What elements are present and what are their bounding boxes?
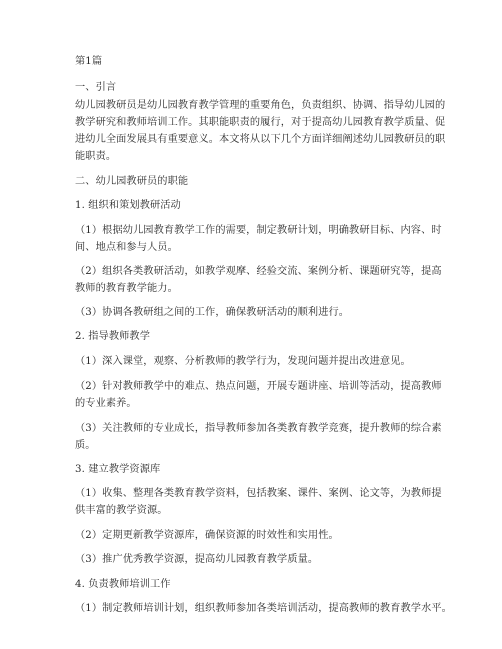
intro-line: 能职责。: [75, 151, 117, 162]
paragraph-line: （3）关注教师的专业成长，指导教师参加各类教育教学竞赛，提升教师的综合素: [75, 423, 442, 434]
subsection-title: 3. 建立教学资源库: [75, 464, 161, 475]
section-title-intro: 一、引言: [75, 82, 117, 93]
paragraph-line: （2）定期更新教学资源库，确保资源的时效性和实用性。: [75, 530, 339, 541]
intro-line: 教学研究和教师培训工作。其职能职责的履行，对于提高幼儿园教育教学质量、促: [75, 117, 446, 128]
subsection-title: 4. 负责教师培训工作: [75, 579, 171, 590]
subsection-title: 1. 组织和策划教研活动: [75, 200, 181, 211]
paragraph-line: （2）组织各类教研活动，如教学观摩、经验交流、案例分析、课题研究等，提高: [75, 266, 442, 277]
section-title-functions: 二、幼儿园教研员的职能: [75, 176, 189, 187]
intro-line: 进幼儿全面发展具有重要意义。本文将从以下几个方面详细阐述幼儿园教研员的职: [75, 134, 446, 145]
paragraph-line: 间、地点和参与人员。: [75, 242, 178, 253]
subsection-title: 2. 指导教师教学: [75, 331, 150, 342]
paragraph-line: 教师的教育教学能力。: [75, 283, 178, 294]
paragraph-line: 供丰富的教学资源。: [75, 505, 168, 516]
paragraph-line: （1）深入课堂，观察、分析教师的教学行为，发现问题并提出改进意见。: [75, 356, 411, 367]
paragraph-line: （1）制定教师培训计划，组织教师参加各类培训活动，提高教师的教育教学水平。: [75, 603, 452, 614]
paragraph-line: （3）推广优秀教学资源，提高幼儿园教育教学质量。: [75, 554, 319, 565]
chapter-header: 第1篇: [75, 56, 103, 67]
paragraph-line: （1）根据幼儿园教育教学工作的需要，制定教研计划，明确教研目标、内容、时: [75, 225, 442, 236]
paragraph-line: 的专业素养。: [75, 398, 137, 409]
paragraph-line: （3）协调各教研组之间的工作，确保教研活动的顺利进行。: [75, 307, 350, 318]
paragraph-line: （2）针对教师教学中的难点、热点问题，开展专题讲座、培训等活动，提高教师: [75, 381, 442, 392]
paragraph-line: 质。: [75, 440, 96, 451]
paragraph-line: （1）收集、整理各类教育教学资料，包括教案、课件、案例、论文等，为教师提: [75, 488, 442, 499]
intro-line: 幼儿园教研员是幼儿园教育教学管理的重要角色，负责组织、协调、指导幼儿园的: [75, 100, 446, 111]
